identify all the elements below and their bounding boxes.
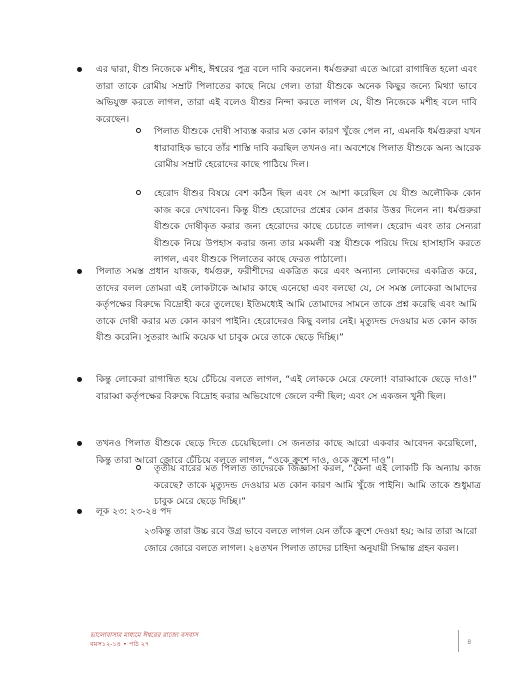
bullet-item <box>77 504 477 521</box>
sub-bullet-item <box>136 186 481 269</box>
verse-quote <box>144 524 477 557</box>
bullet-item <box>77 264 477 347</box>
bullet-dot <box>77 67 82 72</box>
footer-divider <box>458 630 459 652</box>
sub-bullet-text: পিলাত যীশুকে দোষী সাব্যস্ত করার মত কোন কারণ খুঁজে পেল না, এমনকি ধর্মগুরুরা যখন ধারাবাহিক ভাবে তাঁর শাস্তি দাবি করছিল তখনও না। অবশেষে পিলাত যীশুকে অন্য আরেক রোমীয় সম্রাট হেরোদের কাছে পাঠিয়ে দিল। <box>154 126 481 170</box>
sub-bullet-ring <box>136 190 141 195</box>
bullet-text: কিন্তু লোকেরা রাগান্বিত হয়ে চেঁচিয়ে বলতে লাগল, “এই লোককে মেরে ফেলো! বারাব্বাকে ছেড়ে দাও!” বারাব্বা কর্তৃপক্ষের বিরুদ্ধে বিদ্রোহ করার অভিযোগে জেলে বন্দী ছিল; এবং সে একজন খুনী ছিল। <box>96 374 477 402</box>
sub-bullet-ring <box>136 465 141 470</box>
bullet-dot <box>77 377 82 382</box>
verse-text: ২৩কিন্তু তারা উচ্চ রবে উগ্র ভাবে বলতে লাগল যেন তাঁকে ক্রুশে দেওয়া হয়; আর তারা আরো জোরে জোরে বলতে লাগল। ২৪তখন পিলাত তাদের চাহিদা অনুযায়ী সিদ্ধান্ত গ্রহন করল। <box>144 527 477 554</box>
footer-title: ভালোবাসার মাধ্যমে ঈশ্বরের রাজ্যে বসবাস <box>90 631 199 639</box>
sub-bullet-text: তৃতীয় বারের মত পিলাত তাদেরকে জিজ্ঞাসা করল, “কেনা এই লোকটি কি অন্যায় কাজ করেছে? তাকে মৃত্যুদন্ড দেওয়ার মত কোন কারণ আমি খুঁজে পাইনি। আমি তাকে শুধুমাত্র চাবুক মেরে ছেড়ে দিচ্ছি।” <box>154 463 481 507</box>
sub-bullet-text: হেরোদ যীশুর বিষয়ে বেশ কঠিন ছিল এবং সে আশা করেছিল যে যীশু অলৌকিক কোন কাজ করে দেখাবেন। কিন্তু যীশু হেরোদের প্রশ্নের কোন প্রকার উত্তর দিলেন না। ধর্মগুরুরা যীশুকে দোষীকৃত করার জন্য হেরোদের কাছে চেচাতে লাগল। হেরোদ এবং তার সেন্যরা যীশুকে নিয়ে উপহাস করার জন্য তার মকমলী বস্ত্র যীশুকে পরিয়ে দিয়ে হাসাহাসি করতে লাগল, এবং যীশুকে পিলাতের কাছে ফেরত পাঠালো। <box>154 188 481 265</box>
bullet-text: পিলাত সমস্ত প্রধান যাজক, ধর্মগুরু, ফরীশীদের একত্রিত করে এবং অন্যান্য লোকদের একত্রিত করে, তাদের বলল তোমরা এই লোকটাকে আমার কাছে এনেছো এবং বলছো যে, সে সমস্ত লোকেরা আমাদের কর্তৃপক্ষের বিরুদ্ধে বিদ্রোহী করে তুলেছে। ইতিমধ্যেই আমি তোমাদের সামনে তাকে প্রশ্ন করেছি এবং আমি তাকে দোষী করার মত কোন কারণ পাইনি। হেরোদেরও কিছু বলার নেই। মৃত্যুদন্ড দেওয়ার মত কোন কাজ যীশু করেনি। সুতরাং আমি কয়েক ঘা চাবুক মেরে তাকে ছেড়ে দিচ্ছি।” <box>96 266 477 343</box>
footer <box>90 631 198 649</box>
bullet-item <box>77 372 477 405</box>
bullet-dot <box>77 441 82 446</box>
sub-bullet-ring <box>136 128 141 133</box>
bullet-dot <box>77 509 82 514</box>
bullet-item <box>77 62 477 128</box>
sub-bullet-item <box>136 124 481 174</box>
footer-subtitle: বয়স১২-১৪ • পাঠ ২৭ <box>90 640 150 648</box>
bullet-text: তখনও পিলাত যীশুকে ছেড়ে দিতে চেয়েছিলো। সে জনতার কাছে আরো একবার আবেদন করেছিলো, কিন্তু তারা আরো জোরে চেঁচিয়ে বলতে লাগল, “ওকে ক্রুশে দাও, ওকে ক্রুশে দাও”। <box>96 438 477 466</box>
bullet-text: এর দ্বারা, যীশু নিজেকে মশীহ, ঈশ্বরের পুত্র বলে দাবি করলেন। ধর্মগুরুরা এতে আরো রাগান্বিত হলো এবং তারা তাকে রোমীয় সম্রাট পিলাতের কাছে নিয়ে গেল। তারা যীশুকে অনেক কিছুর জন্যে মিথ্যা ভাবে অভিযুক্ত করতে লাগল, তারা এই বলেও যীশুর নিন্দা করতে লাগল যে, যীশু নিজেকে মশীহ বলে দাবি করেছেন। <box>96 64 477 125</box>
bullet-dot <box>77 269 82 274</box>
page-number: ৪ <box>467 638 472 646</box>
verse-reference: লূক ২৩: ২৩-২৪ পদ <box>96 506 172 517</box>
